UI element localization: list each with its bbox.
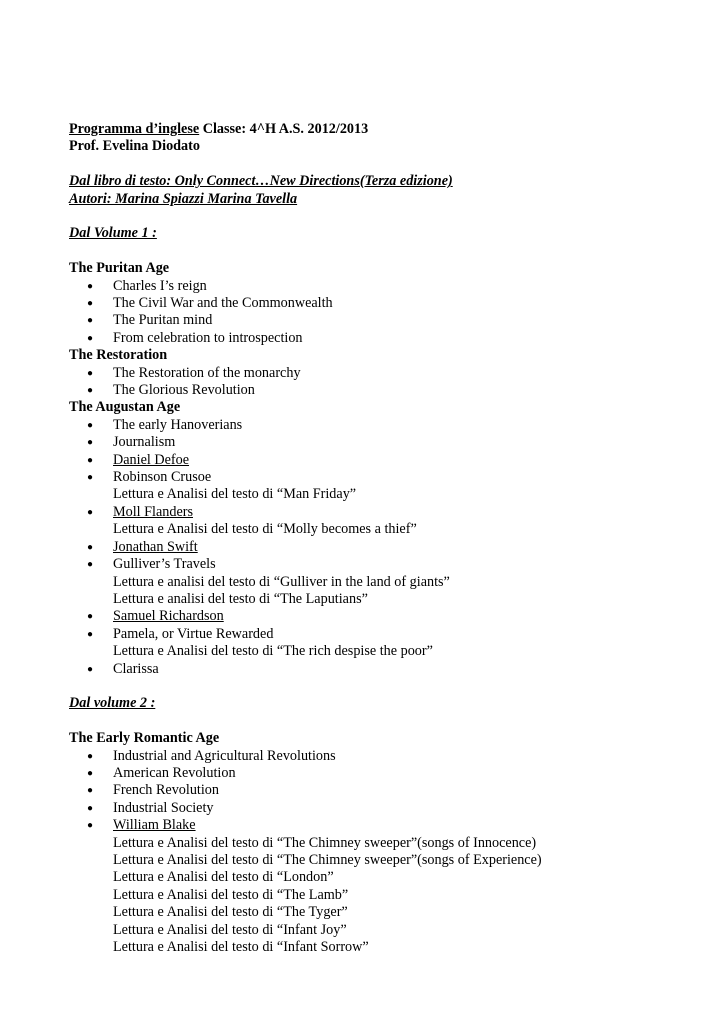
list-item-text: The Restoration of the monarchy — [113, 364, 301, 381]
reading-analysis-line: Lettura e Analisi del testo di “Man Friday” — [113, 486, 357, 503]
bullet-icon: ● — [87, 785, 94, 797]
reading-analysis-line: Lettura e Analisi del testo di “The Chimney sweeper”(songs of Experience) — [113, 851, 542, 868]
list-item — [69, 434, 709, 451]
list-item — [69, 295, 709, 312]
bullet-icon: ● — [87, 541, 94, 553]
section-heading: The Early Romantic Age — [69, 730, 220, 747]
list-item-text: The Glorious Revolution — [113, 382, 255, 399]
list-item-text: Samuel Richardson — [113, 608, 224, 625]
list-item — [69, 452, 709, 469]
list-item — [69, 765, 709, 782]
reading-analysis-line: Lettura e Analisi del testo di “Molly becomes a thief” — [113, 521, 417, 538]
list-item — [69, 278, 709, 295]
list-item — [69, 748, 709, 765]
bullet-icon: ● — [87, 315, 94, 327]
bullet-icon: ● — [87, 367, 94, 379]
reading-analysis-line: Lettura e Analisi del testo di “The Tyger” — [113, 904, 348, 921]
bullet-icon: ● — [87, 437, 94, 449]
bullet-icon: ● — [87, 280, 94, 292]
reading-analysis-line: Lettura e Analisi del testo di “London” — [113, 869, 334, 886]
list-item — [69, 661, 709, 678]
list-item-text: The early Hanoverians — [113, 416, 243, 433]
list-item — [69, 365, 709, 382]
bullet-icon: ● — [87, 332, 94, 344]
bullet-icon: ● — [87, 802, 94, 814]
bullet-icon: ● — [87, 472, 94, 484]
list-item-text: The Civil War and the Commonwealth — [113, 295, 333, 312]
bullet-icon: ● — [87, 628, 94, 640]
volume-1-title: Dal Volume 1 : — [69, 225, 157, 242]
list-item-text: American Revolution — [113, 764, 236, 781]
list-item-text: The Puritan mind — [113, 312, 213, 329]
list-item — [69, 556, 709, 573]
list-item-text: Gulliver’s Travels — [113, 556, 216, 573]
professor-name: Prof. Evelina Diodato — [69, 138, 200, 155]
list-item — [69, 330, 709, 347]
volume-2-title: Dal volume 2 : — [69, 695, 156, 712]
list-item-text: Journalism — [113, 434, 176, 451]
section-heading: The Augustan Age — [69, 399, 181, 416]
list-item-text: Daniel Defoe — [113, 451, 190, 468]
bullet-icon: ● — [87, 663, 94, 675]
list-item — [69, 800, 709, 817]
bullet-icon: ● — [87, 454, 94, 466]
bullet-icon: ● — [87, 611, 94, 623]
programma-label: Programma d’inglese — [69, 121, 200, 137]
reading-analysis-line: Lettura e Analisi del testo di “The Chimney sweeper”(songs of Innocence) — [113, 834, 537, 851]
list-item-text: William Blake — [113, 817, 196, 834]
list-item-text: Clarissa — [113, 660, 159, 677]
reading-analysis-line: Lettura e Analisi del testo di “The rich despise the poor” — [113, 643, 433, 660]
document-page — [69, 121, 709, 956]
bullet-list — [69, 748, 709, 957]
list-item-text: French Revolution — [113, 782, 219, 799]
volume-2-content — [69, 730, 709, 956]
list-item-text: Jonathan Swift — [113, 538, 198, 555]
bullet-icon: ● — [87, 820, 94, 832]
bullet-icon: ● — [87, 298, 94, 310]
bullet-icon: ● — [87, 385, 94, 397]
list-item — [69, 782, 709, 799]
list-item-text: Charles I’s reign — [113, 277, 207, 294]
reading-analysis-line: Lettura e Analisi del testo di “The Lamb” — [113, 886, 349, 903]
bullet-icon: ● — [87, 767, 94, 779]
bullet-icon: ● — [87, 559, 94, 571]
reading-analysis-line: Lettura e analisi del testo di “Gulliver in the land of giants” — [113, 573, 450, 590]
header-line-1 — [69, 121, 709, 138]
list-item — [69, 539, 709, 556]
list-item-text: Moll Flanders — [113, 503, 193, 520]
list-item — [69, 382, 709, 399]
bullet-list — [69, 417, 709, 678]
bullet-icon: ● — [87, 419, 94, 431]
list-item — [69, 817, 709, 834]
textbook-authors: Autori: Marina Spiazzi Marina Tavella — [69, 190, 298, 207]
list-item — [69, 608, 709, 625]
list-item-text: From celebration to introspection — [113, 329, 303, 346]
reading-analysis-line: Lettura e Analisi del testo di “Infant Joy” — [113, 921, 347, 938]
list-item-text: Industrial and Agricultural Revolutions — [113, 747, 336, 764]
list-item-text: Industrial Society — [113, 799, 214, 816]
section-heading: The Restoration — [69, 347, 168, 364]
bullet-list — [69, 278, 709, 348]
bullet-icon: ● — [87, 750, 94, 762]
list-item — [69, 417, 709, 434]
list-item — [69, 626, 709, 643]
list-item-text: Pamela, or Virtue Rewarded — [113, 625, 274, 642]
list-item-text: Robinson Crusoe — [113, 469, 212, 486]
textbook-title: Dal libro di testo: Only Connect…New Directions(Terza edizione) — [69, 173, 453, 190]
list-item — [69, 504, 709, 521]
reading-analysis-line: Lettura e Analisi del testo di “Infant Sorrow” — [113, 939, 369, 956]
list-item — [69, 312, 709, 329]
volume-1-content — [69, 260, 709, 678]
reading-analysis-line: Lettura e analisi del testo di “The Laputians” — [113, 590, 368, 607]
bullet-list — [69, 365, 709, 400]
classe-label: Classe: 4^H A.S. 2012/2013 — [199, 121, 369, 137]
bullet-icon: ● — [87, 506, 94, 518]
list-item — [69, 469, 709, 486]
section-heading: The Puritan Age — [69, 260, 170, 277]
